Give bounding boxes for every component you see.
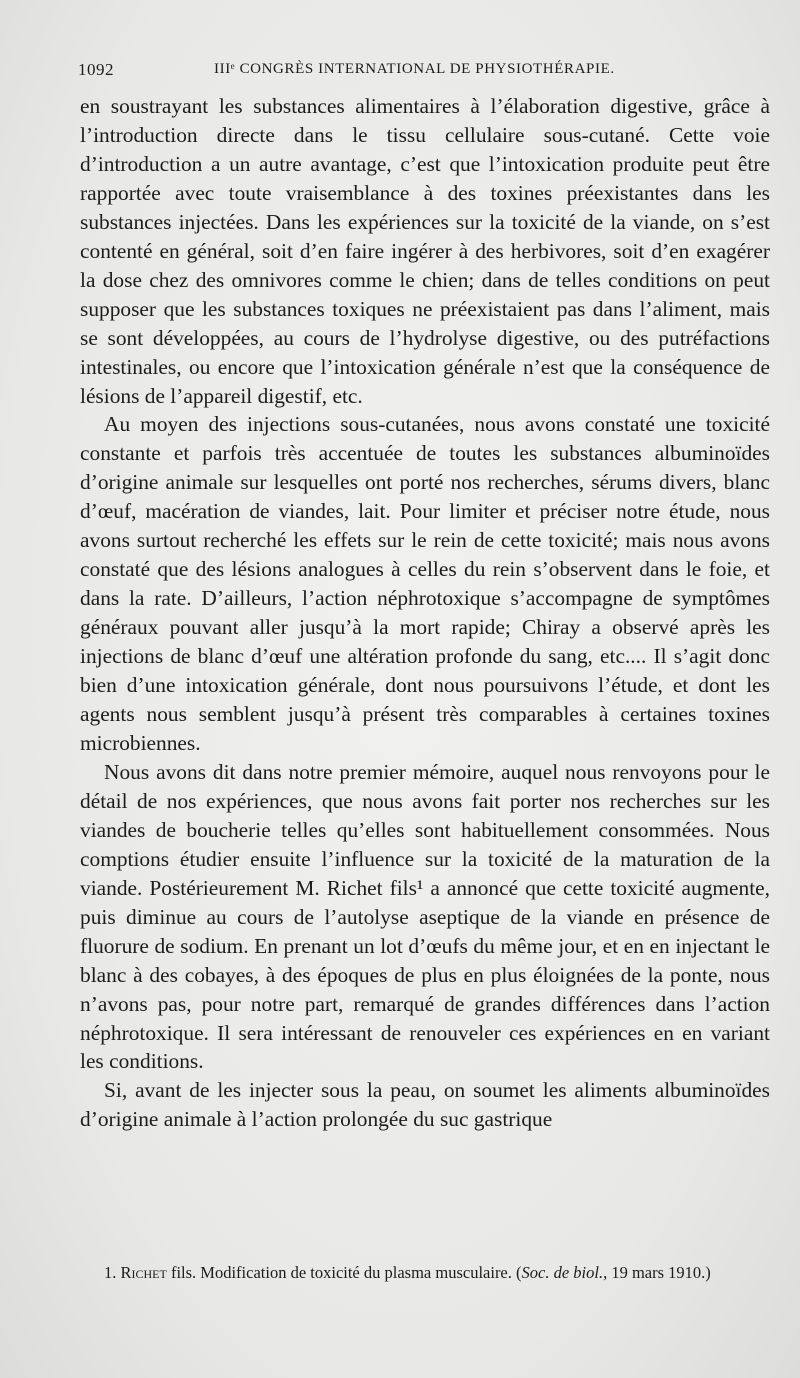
running-title: IIIᵉ CONGRÈS INTERNATIONAL DE PHYSIOTHÉRAPIE. bbox=[214, 61, 615, 77]
footnote-date: , 19 mars 1910.) bbox=[603, 1263, 711, 1282]
page-number: 1092 bbox=[78, 60, 114, 79]
paragraph-4: Si, avant de les injecter sous la peau, on soumet les aliments albuminoïdes d’origine animale à l’action prolongée du suc gastrique bbox=[80, 1078, 770, 1132]
footnote-text: fils. Modification de toxicité du plasma musculaire. ( bbox=[166, 1263, 522, 1282]
paragraph-3: Nous avons dit dans notre premier mémoire, auquel nous renvoyons pour le détail de nos expériences, que nous avons fait porter nos recherches sur les viandes de boucherie telles qu’elles sont habituellement consommées. Nous comptions étudier ensuite l’influence sur la toxicité de la maturation de la viande. Postérieurement M. Richet fils¹ a annoncé que cette toxicité augmente, puis diminue au cours de l’autolyse aseptique de la viande en présence de fluorure de sodium. En prenant un lot d’œufs du même jour, et en en injectant le blanc à des cobayes, à des époques de plus en plus éloignées de la ponte, nous n’avons pas, pour notre part, remarqué de grandes différences dans l’action néphrotoxique. Il sera intéressant de renouveler ces expériences en en variant les conditions. bbox=[80, 759, 770, 1074]
paragraph-2: Au moyen des injections sous-cutanées, nous avons constaté une toxicité constante et parfois très accentuée de toutes les substances albuminoïdes d’origine animale sur lesquelles ont porté nos recherches, sérums divers, blanc d’œuf, macération de viandes, lait. Pour limiter et préciser notre étude, nous avons surtout recherché les effets sur le rein de cette toxicité; mais nous avons constaté que des lésions analogues à celles du rein s’observent dans le foie, et dans la rate. D’ailleurs, l’action néphrotoxique s’accompagne de symptômes généraux pouvant aller jusqu’à la mort rapide; Chiray a observé après les injections de blanc d’œuf une altération profonde du sang, etc.... Il s’agit donc bien d’une intoxication générale, dont nous poursuivons l’étude, et dont les agents nous semblent jusqu’à présent très comparables à certaines toxines microbiennes. bbox=[80, 412, 770, 755]
footnote-source: Soc. de biol. bbox=[521, 1263, 604, 1282]
body-text bbox=[80, 92, 770, 1134]
footnote bbox=[104, 1262, 784, 1284]
paragraph-1: en soustrayant les substances alimentaires à l’élaboration digestive, grâce à l’introduction directe dans le tissu cellulaire sous-cutané. Cette voie d’introduction a un autre avantage, c’est que l’intoxication produite peut être rapportée avec toute vraisemblance à des toxines préexistantes dans les substances injectées. Dans les expériences sur la toxicité de la viande, on s’est contenté en général, soit d’en faire ingérer à des herbivores, soit d’en exagérer la dose chez des omnivores comme le chien; dans de telles conditions on peut supposer que les substances toxiques ne préexistaient pas dans l’aliment, mais se sont développées, au cours de l’hydrolyse digestive, ou des putréfactions intestinales, ou encore que l’intoxication générale n’est que la conséquence de lésions de l’appareil digestif, etc. bbox=[80, 94, 770, 408]
page-header bbox=[78, 60, 778, 88]
footnote-author: Richet bbox=[120, 1263, 167, 1282]
footnote-number: 1. bbox=[104, 1263, 117, 1282]
